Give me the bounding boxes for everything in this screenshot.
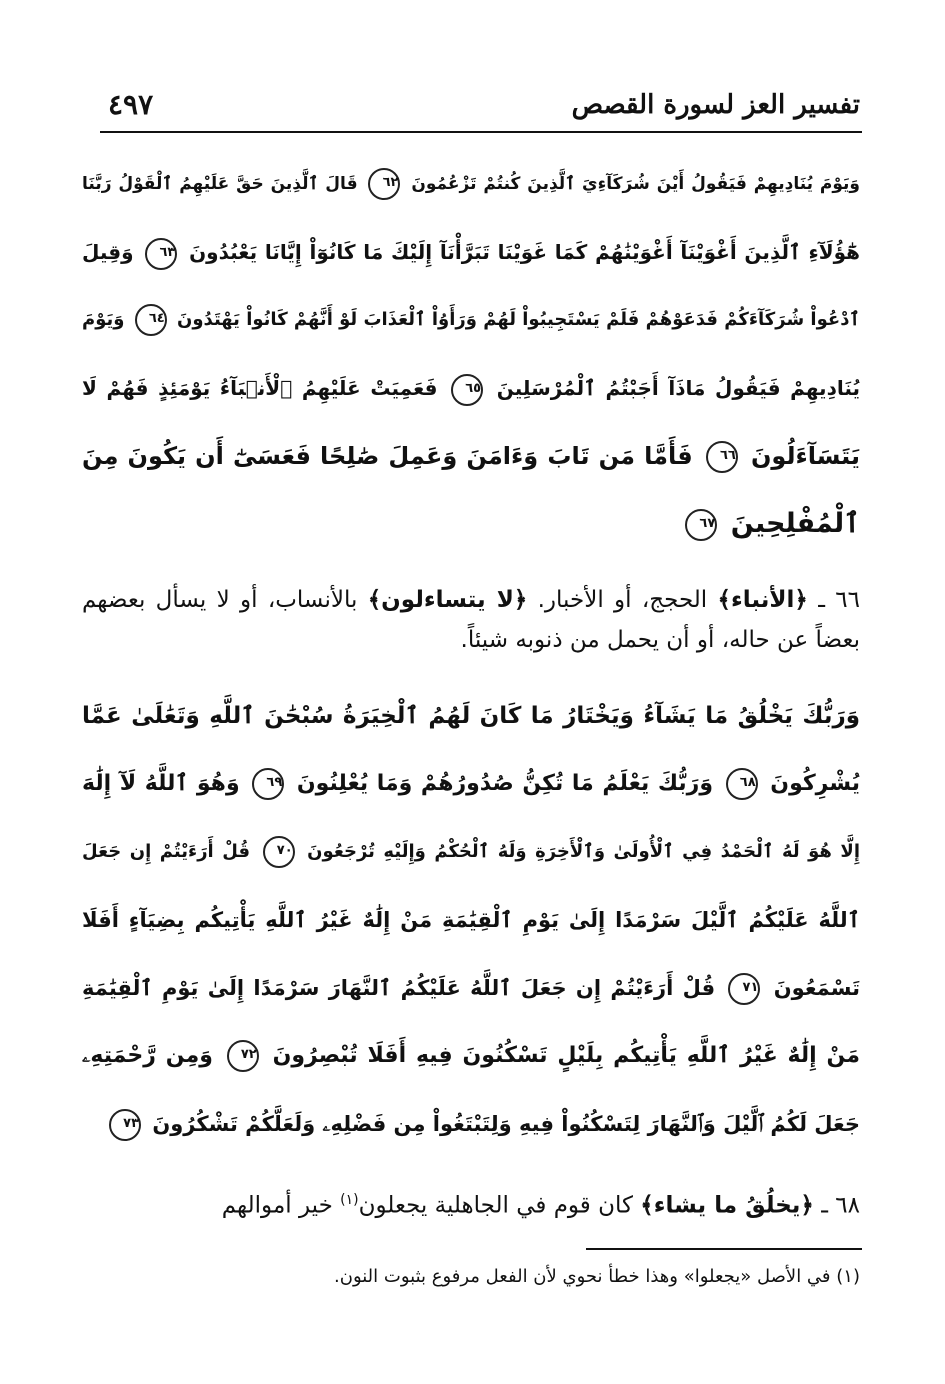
verse-line: مَنْ إِلَٰهٌ غَيْرُ ٱللَّهِ يَأْتِيكُم بِلَيْلٍ تَسْكُنُونَ فِيهِ أَفَلَا تُبْصِرُونَ ٧٢ وَمِن رَّحْمَتِهِۦ [82, 1022, 860, 1090]
verses-block-2 [82, 682, 860, 1158]
commentary-number: ٦٨ ـ [821, 1192, 860, 1219]
commentary-term: ﴿لا يتساءلون﴾ [367, 587, 528, 613]
verse-line: يُشْرِكُونَ ٦٨ وَرَبُّكَ يَعْلَمُ مَا تُكِنُّ صُدُورُهُمْ وَمَا يُعْلِنُونَ ٦٩ وَهُوَ ٱللَّهُ لَآ إِلَٰهَ [82, 750, 860, 818]
verse-line: هَٰٓؤُلَآءِ ٱلَّذِينَ أَغْوَيْنَآ أَغْوَيْنَٰهُمْ كَمَا غَوَيْنَا تَبَرَّأْنَآ إِلَيْكَ مَا كَانُوٓاْ إِيَّانَا يَعْبُدُونَ ٦٣ وَقِيلَ [82, 218, 860, 286]
ayah-number-mark: ٧٠ [263, 836, 295, 868]
ayah-number-mark: ٦٦ [706, 441, 738, 473]
commentary-66: ٦٦ ـ ﴿الأنباء﴾ الحجج، أو الأخبار. ﴿لا يتساءلون﴾ بالأنساب، أو لا يسأل بعضهم بعضاً عن حاله، أو أن يحمل من ذنوبه شيئاً. [82, 587, 860, 653]
ayah-number-mark: ٧١ [728, 973, 760, 1005]
verse-line: وَيَوْمَ يُنَادِيهِمْ فَيَقُولُ أَيْنَ شُرَكَآءِيَ ٱلَّذِينَ كُنتُمْ تَزْعُمُونَ ٦٢ قَالَ ٱلَّذِينَ حَقَّ عَلَيْهِمُ ٱلْقَوْلُ رَبَّنَا [82, 150, 860, 218]
verses-block-1 [82, 150, 860, 558]
commentary-68: ٦٨ ـ ﴿يخلُقُ ما يشاء﴾ كان قوم في الجاهلية يجعلون$^{(١)}$ خير أموالهم [221, 1192, 860, 1219]
verse-line: إِلَّا هُوَ لَهُ ٱلْحَمْدُ فِي ٱلْأُولَىٰ وَٱلْأَخِرَةِ وَلَهُ ٱلْحُكْمُ وَإِلَيْهِ تُرْجَعُونَ ٧٠ قُلْ أَرَءَيْتُمْ إِن جَعَلَ [82, 818, 860, 886]
footnote [82, 1262, 860, 1292]
page-number: ٤٩٧ [108, 88, 154, 121]
ayah-number-mark: ٧٢ [227, 1040, 259, 1072]
ayah-number-mark: ٦٤ [135, 304, 167, 336]
ayah-number-mark: ٦٢ [368, 168, 400, 200]
verse-line: ٱلْمُفْلِحِينَ ٦٧ [82, 490, 860, 558]
ayah-number-mark: ٧٣ [109, 1109, 141, 1141]
commentary-term: ﴿يخلُقُ ما يشاء﴾ [640, 1192, 814, 1219]
verse-line: يَتَسَآءَلُونَ ٦٦ فَأَمَّا مَن تَابَ وَءَامَنَ وَعَمِلَ صَٰلِحًا فَعَسَىٰٓ أَن يَكُونَ مِنَ [82, 422, 860, 490]
ayah-number-mark: ٦٥ [451, 374, 483, 406]
footnote-rule [586, 1248, 862, 1250]
page-header [100, 84, 860, 128]
footnote-text: في الأصل «يجعلوا» وهذا خطأ نحوي لأن الفعل مرفوع بثبوت النون. [334, 1266, 831, 1287]
ayah-number-mark: ٦٣ [145, 238, 177, 270]
verse-line: يُنَادِيهِمْ فَيَقُولُ مَاذَآ أَجَبْتُمُ ٱلْمُرْسَلِينَ ٦٥ فَعَمِيَتْ عَلَيْهِمُ ٱلْأَنۢبَآءُ يَوْمَئِذٍ فَهُمْ لَا [82, 354, 860, 422]
running-title: تفسير العز لسورة القصص [571, 90, 860, 120]
footnote-reference[interactable]: (١) [340, 1192, 359, 1208]
commentary-number: ٦٦ ـ [818, 587, 860, 613]
verse-line: ٱدْعُواْ شُرَكَآءَكُمْ فَدَعَوْهُمْ فَلَمْ يَسْتَجِيبُواْ لَهُمْ وَرَأَوُاْ ٱلْعَذَابَ لَوْ أَنَّهُمْ كَانُواْ يَهْتَدُونَ ٦٤ وَيَوْمَ [82, 286, 860, 354]
verse-line: وَرَبُّكَ يَخْلُقُ مَا يَشَآءُ وَيَخْتَارُ مَا كَانَ لَهُمُ ٱلْخِيَرَةُ سُبْحَٰنَ ٱللَّهِ وَتَعَٰلَىٰ عَمَّا [82, 703, 860, 729]
verse-line: ٱللَّهُ عَلَيْكُمُ ٱلَّيْلَ سَرْمَدًا إِلَىٰ يَوْمِ ٱلْقِيَٰمَةِ مَنْ إِلَٰهٌ غَيْرُ ٱللَّهِ يَأْتِيكُم بِضِيَآءٍ أَفَلَا [82, 908, 860, 932]
footnote-number: (١) [836, 1266, 860, 1287]
commentary-term: ﴿الأنباء﴾ [717, 587, 808, 613]
ayah-number-mark: ٦٨ [726, 768, 758, 800]
verse-line: جَعَلَ لَكُمُ ٱلَّيْلَ وَٱلنَّهَارَ لِتَسْكُنُواْ فِيهِ وَلِتَبْتَغُواْ مِن فَضْلِهِۦ وَلَعَلَّكُمْ تَشْكُرُونَ ٧٣ [82, 1090, 860, 1158]
verse-line: تَسْمَعُونَ ٧١ قُلْ أَرَءَيْتُمْ إِن جَعَلَ ٱللَّهُ عَلَيْكُمُ ٱلنَّهَارَ سَرْمَدًا إِلَىٰ يَوْمِ ٱلْقِيَٰمَةِ [82, 954, 860, 1022]
header-rule [100, 131, 862, 133]
ayah-number-mark: ٦٧ [685, 509, 717, 541]
ayah-number-mark: ٦٩ [252, 768, 284, 800]
